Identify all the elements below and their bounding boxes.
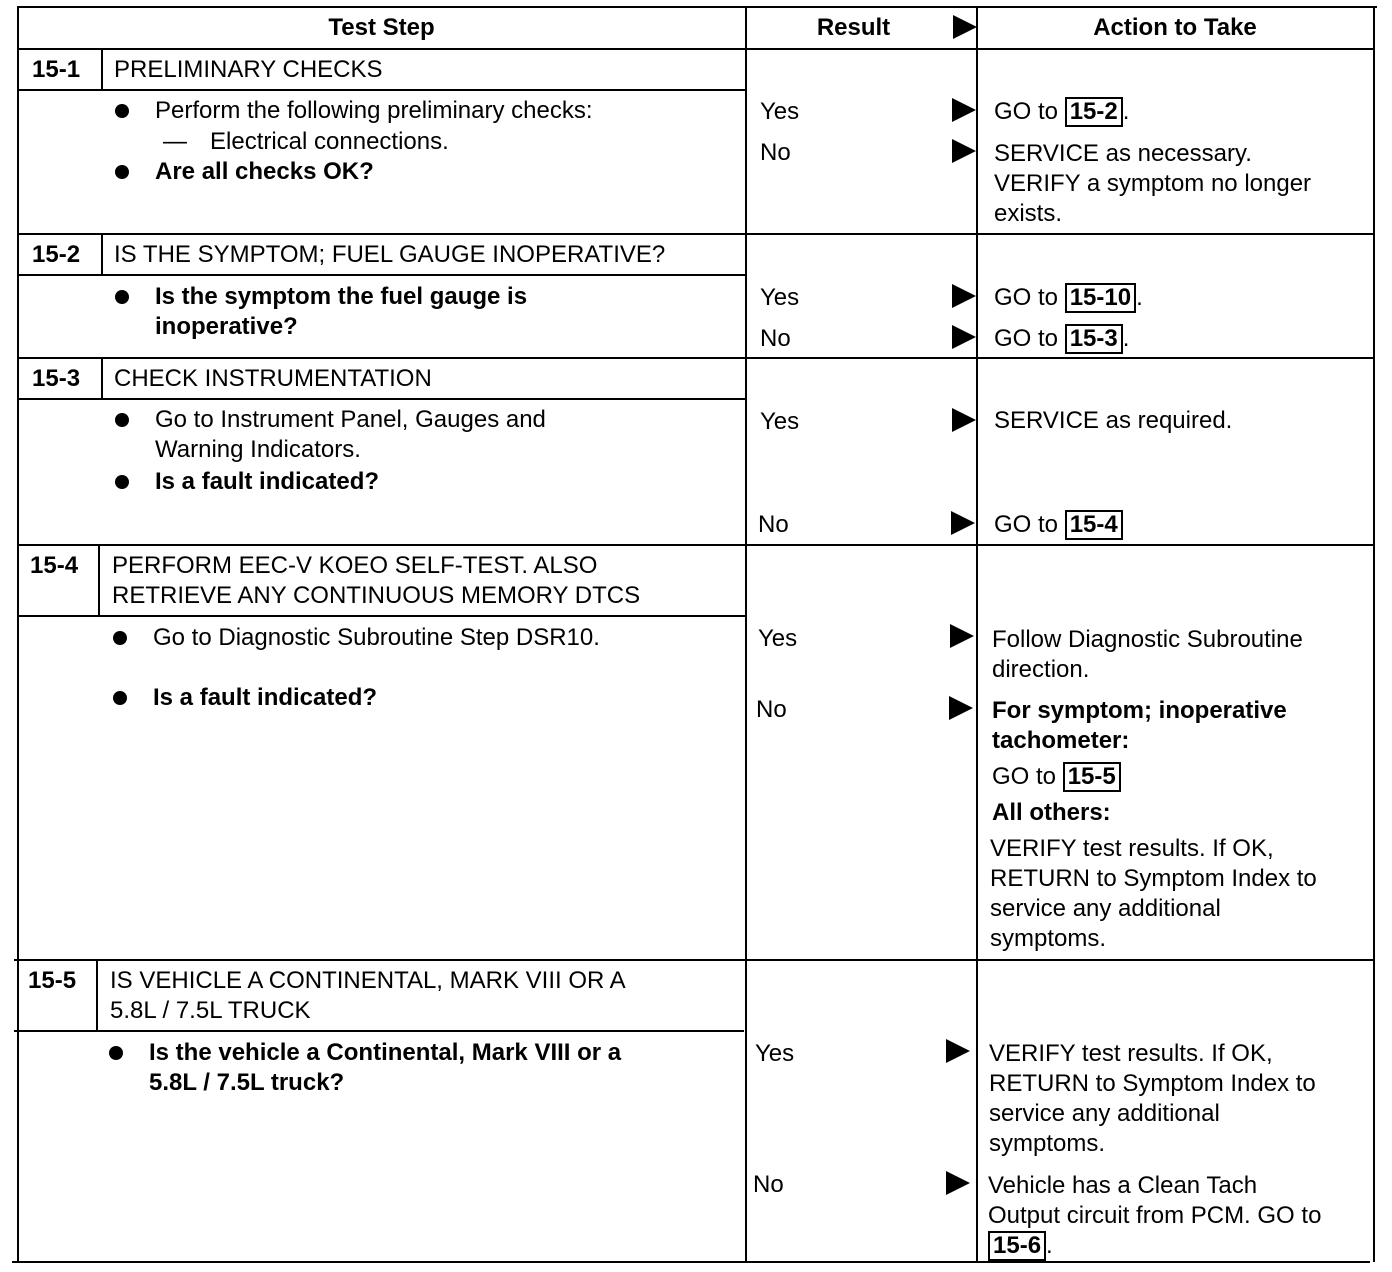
result-yes: Yes [760,98,800,125]
step-number: 15-3 [32,365,81,392]
step-instruction [155,405,546,465]
table-left-border [17,6,19,1262]
go-to-text: GO to [994,98,1059,125]
bullet-icon [113,691,127,705]
result-yes: Yes [760,408,800,435]
bullet-icon [115,165,129,179]
result-arrow-icon [952,139,976,163]
table-bottom-border [12,1261,1370,1263]
result-yes: Yes [760,284,800,311]
title-line: RETRIEVE ANY CONTINUOUS MEMORY DTCS [112,582,641,609]
result-arrow-icon [946,1171,970,1195]
action-line: Output circuit from PCM. GO to [988,1202,1322,1229]
step-question: Is a fault indicated? [153,684,378,711]
dash-icon: — [163,128,187,155]
step-reference-link[interactable]: 15-10 [1065,283,1136,313]
result-arrow-icon [952,98,976,122]
column-divider-action [976,6,978,1262]
step-reference-link[interactable]: 15-3 [1065,324,1123,354]
action-yes: GO to 15-2 . [994,98,1130,125]
go-to-text: GO to [994,325,1059,352]
go-to-text: GO to [994,284,1059,311]
step-title: PRELIMINARY CHECKS [114,56,383,83]
title-line: PERFORM EEC-V KOEO SELF-TEST. ALSO [112,552,598,579]
action-line: VERIFY test results. If OK, [989,1040,1273,1067]
step-instruction: Go to Diagnostic Subroutine Step DSR10. [153,624,600,651]
bullet-icon [115,290,129,304]
question-line: Is the symptom the fuel gauge is [155,283,528,310]
question-line: 5.8L / 7.5L truck? [149,1069,345,1096]
header-result: Result [816,14,891,41]
bullet-icon [115,475,129,489]
action-no [992,762,1121,792]
step-question [149,1038,621,1098]
action-line: direction. [992,656,1090,683]
action-line: RETURN to Symptom Index to [990,865,1317,892]
number-divider-15-5 [96,960,98,1031]
action-line: service any additional [990,895,1221,922]
header-test-step: Test Step [328,14,435,41]
title-line: 5.8L / 7.5L TRUCK [110,997,311,1024]
action-no: GO to 15-3 . [994,325,1130,352]
action-yes: SERVICE as required. [994,407,1233,434]
action-line: 15-6 . [988,1231,1321,1261]
action-line: symptoms. [990,925,1107,952]
step-reference-link[interactable]: 15-5 [1063,762,1121,792]
result-no: No [753,1171,784,1198]
title-divider-15-5 [14,1030,744,1032]
go-to-text: GO to [994,511,1059,538]
step-number: 15-1 [32,56,81,83]
action-line: service any additional [989,1100,1220,1127]
result-arrow-icon [952,284,976,308]
result-arrow-icon [950,624,974,648]
result-arrow-icon [952,325,976,349]
row-divider-15-5 [14,959,1374,961]
action-line: RETURN to Symptom Index to [989,1070,1316,1097]
header-divider [17,48,1375,50]
bullet-icon [115,413,129,427]
action-line: Follow Diagnostic Subroutine [992,626,1303,653]
instruction-line: Warning Indicators. [155,436,361,463]
action-others-heading: All others: [992,799,1111,826]
result-no: No [760,139,791,166]
result-arrow-icon [946,1039,970,1063]
instruction-line: Go to Instrument Panel, Gauges and [155,406,546,433]
step-number: 15-5 [28,967,77,994]
step-question: Are all checks OK? [155,158,374,185]
question-line: inoperative? [155,313,298,340]
column-divider-result [745,6,747,1262]
title-divider-15-2 [17,274,746,276]
result-arrow-icon [949,696,973,720]
action-yes [989,1039,1316,1159]
step-reference-link[interactable]: 15-6 [988,1231,1046,1261]
row-divider-15-4 [17,544,1375,546]
question-line: Is the vehicle a Continental, Mark VIII or a [149,1039,622,1066]
header-action: Action to Take [1093,14,1257,41]
step-title: CHECK INSTRUMENTATION [114,365,432,392]
action-no [994,139,1311,229]
step-reference-link[interactable]: 15-2 [1065,97,1123,127]
row-divider-15-2 [17,233,1375,235]
number-divider-15-3 [101,358,103,399]
step-instruction: Perform the following preliminary checks: [155,97,593,124]
action-no [994,510,1123,540]
bullet-icon [113,631,127,645]
step-title: IS THE SYMPTOM; FUEL GAUGE INOPERATIVE? [114,241,666,268]
step-question: Is a fault indicated? [155,468,380,495]
result-arrow-icon [952,408,976,432]
step-title [112,551,640,611]
result-yes: Yes [758,625,798,652]
action-line: For symptom; inoperative [992,697,1287,724]
action-no-heading [992,696,1287,756]
action-line: SERVICE as necessary. [994,140,1252,167]
row-divider-15-3 [17,357,1375,359]
step-question [155,282,527,342]
number-divider-15-2 [101,234,103,275]
step-sub-instruction: Electrical connections. [210,128,449,155]
title-divider-15-3 [17,398,746,400]
header-arrow-icon [953,15,977,39]
action-line: Vehicle has a Clean Tach [988,1172,1258,1199]
result-no: No [760,325,791,352]
step-title [110,966,626,1026]
number-divider-15-4 [98,545,100,616]
action-line: exists. [994,200,1063,227]
action-yes: GO to 15-10 . [994,284,1143,311]
result-no: No [756,696,787,723]
title-divider-15-4 [17,615,746,617]
bullet-icon [109,1046,123,1060]
action-line: VERIFY test results. If OK, [990,835,1274,862]
result-yes: Yes [755,1040,795,1067]
step-number: 15-4 [30,552,79,579]
result-no: No [758,511,789,538]
action-yes [992,625,1303,685]
action-line: tachometer: [992,727,1130,754]
title-divider-15-1 [17,89,746,91]
table-top-border [17,6,1377,8]
action-line: VERIFY a symptom no longer [994,170,1312,197]
action-others [990,834,1317,954]
step-number: 15-2 [32,241,81,268]
table-right-border [1373,6,1375,1262]
number-divider-15-1 [101,48,103,90]
go-to-text: GO to [992,763,1057,790]
bullet-icon [115,104,129,118]
title-line: IS VEHICLE A CONTINENTAL, MARK VIII OR A [110,967,626,994]
action-line: symptoms. [989,1130,1106,1157]
step-reference-link[interactable]: 15-4 [1065,510,1123,540]
result-arrow-icon [951,511,975,535]
action-no [988,1171,1321,1261]
